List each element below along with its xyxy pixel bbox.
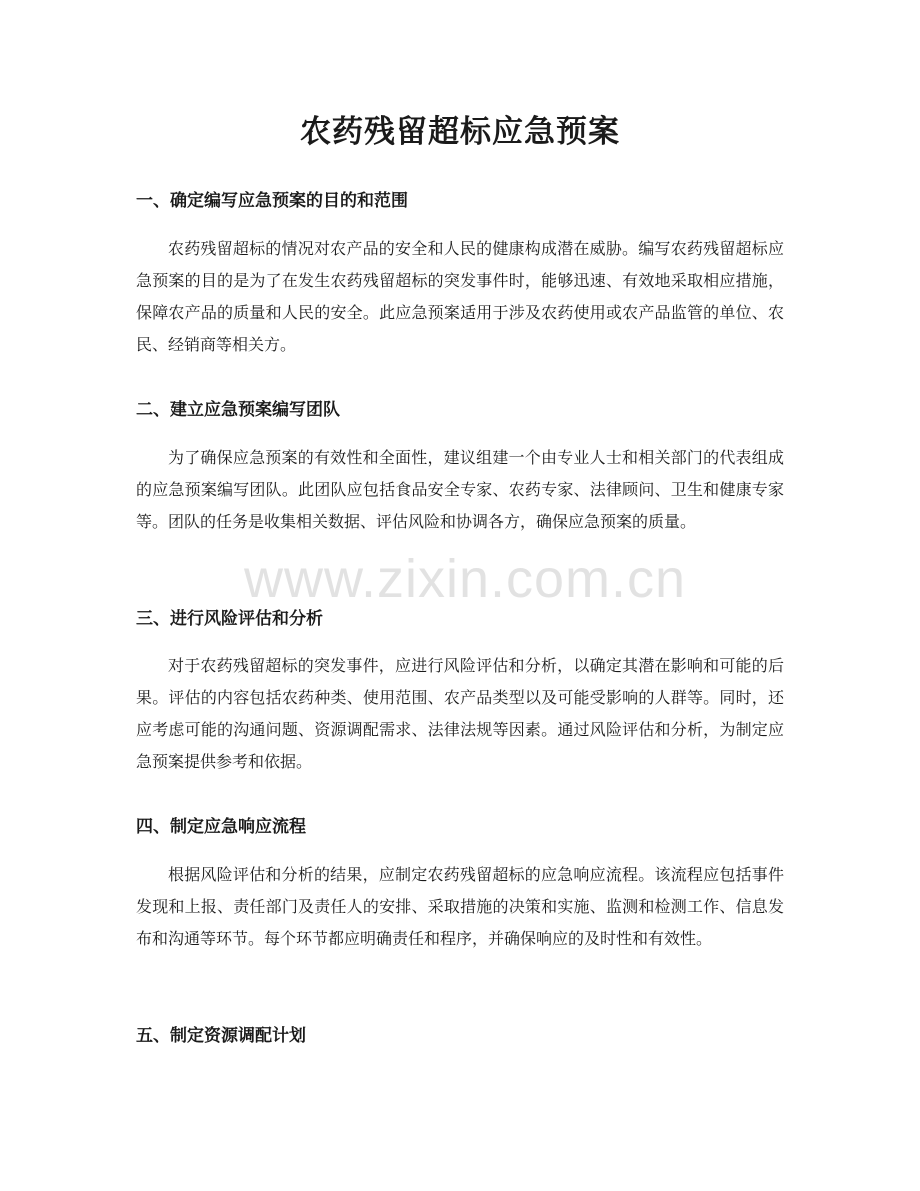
section-heading-2: 二、建立应急预案编写团队 (136, 400, 340, 420)
section-body-2: 为了确保应急预案的有效性和全面性，建议组建一个由专业人士和相关部门的代表组成的应急预案编写团队。此团队应包括食品安全专家、农药专家、法律顾问、卫生和健康专家等。团队的任务是收集相关数据、评估风险和协调各方，确保应急预案的质量。 (136, 448, 784, 531)
section-body-3: 对于农药残留超标的突发事件，应进行风险评估和分析，以确定其潜在影响和可能的后果。评估的内容包括农药种类、使用范围、农产品类型以及可能受影响的人群等。同时，还应考虑可能的沟通问题、资源调配需求、法律法规等因素。通过风险评估和分析，为制定应急预案提供参考和依据。 (136, 656, 784, 771)
section-heading-3: 三、进行风险评估和分析 (136, 609, 323, 629)
section-body-4: 根据风险评估和分析的结果，应制定农药残留超标的应急响应流程。该流程应包括事件发现和上报、责任部门及责任人的安排、采取措施的决策和实施、监测和检测工作、信息发布和沟通等环节。每个环节都应明确责任和程序，并确保响应的及时性和有效性。 (136, 865, 784, 948)
section-heading-5: 五、制定资源调配计划 (136, 1026, 306, 1046)
watermark: www.zixin.com.cn (243, 549, 687, 609)
section-heading-4: 四、制定应急响应流程 (136, 817, 306, 837)
document-title: 农药残留超标应急预案 (300, 114, 620, 150)
section-body-1: 农药残留超标的情况对农产品的安全和人民的健康构成潜在威胁。编写农药残留超标应急预案的目的是为了在发生农药残留超标的突发事件时，能够迅速、有效地采取相应措施，保障农产品的质量和人民的安全。此应急预案适用于涉及农药使用或农产品监管的单位、农民、经销商等相关方。 (136, 239, 784, 354)
section-heading-1: 一、确定编写应急预案的目的和范围 (136, 191, 408, 211)
